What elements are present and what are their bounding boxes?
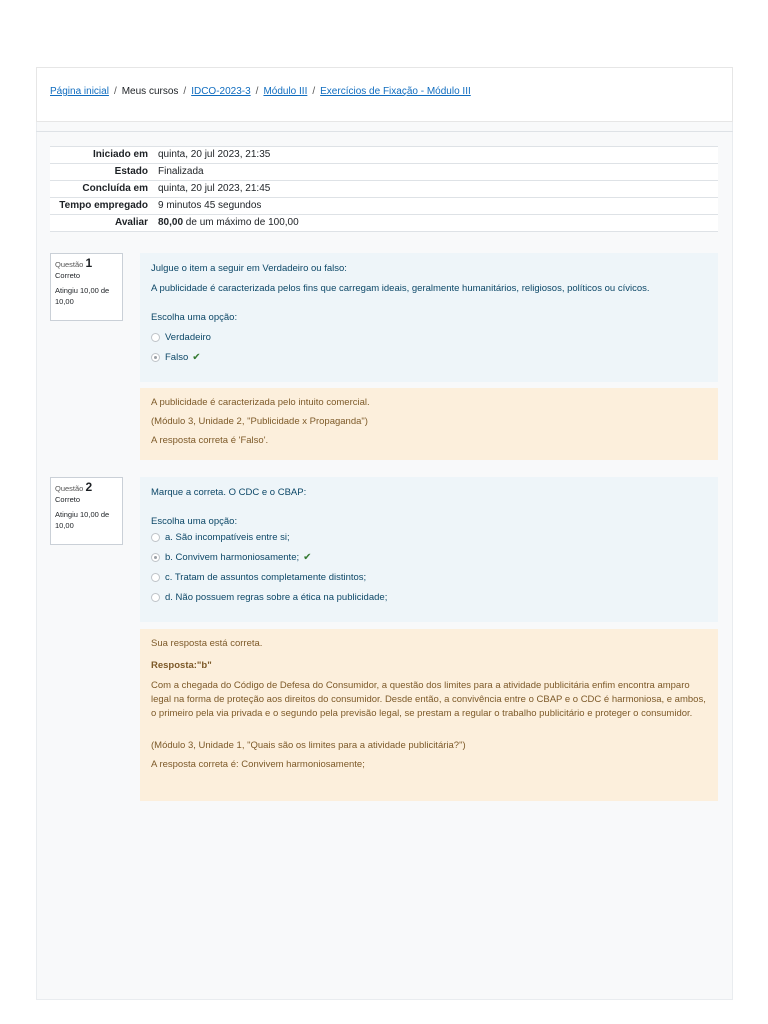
summary-label: Estado — [114, 166, 148, 177]
summary-label: Avaliar — [115, 217, 148, 228]
question-number-value: 2 — [85, 480, 93, 494]
option-label: Verdadeiro — [165, 332, 211, 343]
option-d[interactable] — [151, 591, 707, 604]
question-number — [55, 258, 118, 270]
option-label: c. Tratam de assuntos completamente distintos; — [165, 572, 367, 583]
summary-value: 9 minutos 45 segundos — [158, 200, 262, 211]
option-true[interactable] — [151, 331, 707, 344]
question-info-box — [50, 253, 123, 321]
question-prompt: Julgue o item a seguir em Verdadeiro ou falso: — [151, 263, 347, 274]
breadcrumb-separator: / — [312, 86, 316, 97]
question-label: Questão — [55, 260, 84, 269]
question-number-value: 1 — [85, 256, 93, 270]
question-label: Questão — [55, 484, 84, 493]
breadcrumb-separator: / — [255, 86, 259, 97]
divider — [36, 131, 733, 132]
breadcrumb-separator: / — [183, 86, 187, 97]
checkmark-icon: ✔ — [303, 552, 312, 563]
question-score: Atingiu 10,00 de 10,00 — [55, 286, 110, 306]
option-c[interactable] — [151, 571, 707, 584]
option-false[interactable] — [151, 351, 707, 364]
summary-value — [148, 215, 299, 231]
radio-button-selected[interactable] — [151, 353, 160, 362]
checkmark-icon: ✔ — [192, 352, 201, 363]
breadcrumb-separator: / — [113, 86, 117, 97]
option-label: b. Convivem harmoniosamente; — [165, 552, 300, 563]
radio-button[interactable] — [151, 533, 160, 542]
option-b[interactable] — [151, 551, 707, 564]
feedback-result: Sua resposta está correta. — [151, 638, 263, 649]
summary-value: quinta, 20 jul 2023, 21:45 — [158, 183, 271, 194]
question-formulation — [140, 253, 718, 382]
question-prompt: Marque a correta. O CDC e o CBAP: — [151, 487, 307, 498]
summary-row-grade — [50, 214, 718, 232]
feedback-explanation: Com a chegada do Código de Defesa do Consumidor, a questão dos limites para a atividade publicitária enfim encontra amparo legal na forma de proteção aos direitos do consumidor. Desde então, a convivência entre o CBAP e o CDC é harmoniosa, e ambos, o primeiro pela via privada e o segundo pela previsão legal, se prestam a regular o trabalho publicitário e proteger o consumidor. — [151, 680, 706, 719]
feedback-correct-answer: A resposta correta é: Convivem harmoniosamente; — [151, 759, 365, 770]
summary-label: Tempo empregado — [59, 200, 148, 211]
summary-row-started — [50, 146, 718, 163]
feedback-line: A publicidade é caracterizada pelo intuito comercial. — [151, 397, 370, 408]
attempt-summary-table — [50, 146, 718, 232]
question-status: Correto — [55, 495, 81, 504]
option-label: a. São incompatíveis entre si; — [165, 532, 290, 543]
choose-option-label: Escolha uma opção: — [151, 516, 238, 527]
radio-button-selected[interactable] — [151, 553, 160, 562]
choose-option-label: Escolha uma opção: — [151, 312, 238, 323]
summary-value: quinta, 20 jul 2023, 21:35 — [158, 149, 271, 160]
summary-label: Iniciado em — [92, 149, 148, 160]
question-score: Atingiu 10,00 de 10,00 — [55, 510, 110, 530]
summary-row-completed — [50, 180, 718, 197]
summary-label: Concluída em — [82, 183, 148, 194]
feedback-answer: Resposta:"b" — [151, 660, 212, 671]
breadcrumb — [50, 86, 471, 97]
radio-button[interactable] — [151, 573, 160, 582]
question-number — [55, 482, 118, 494]
summary-value: Finalizada — [158, 166, 204, 177]
radio-button[interactable] — [151, 333, 160, 342]
question-feedback — [140, 629, 718, 801]
breadcrumb-home-link[interactable]: Página inicial — [50, 86, 109, 97]
summary-row-state — [50, 163, 718, 180]
summary-row-time — [50, 197, 718, 214]
feedback-reference: (Módulo 3, Unidade 1, "Quais são os limites para a atividade publicitária?") — [151, 740, 466, 751]
question-status: Correto — [55, 271, 81, 280]
feedback-correct-answer: A resposta correta é 'Falso'. — [151, 435, 269, 446]
question-text: A publicidade é caracterizada pelos fins que carregam ideais, geralmente humanitários, religiosos, políticos ou cívicos. — [151, 283, 650, 294]
question-formulation — [140, 477, 718, 622]
option-label: d. Não possuem regras sobre a ética na publicidade; — [165, 592, 388, 603]
radio-button[interactable] — [151, 593, 160, 602]
feedback-reference: (Módulo 3, Unidade 2, "Publicidade x Propaganda") — [151, 416, 368, 427]
breadcrumb-exercise-link[interactable]: Exercícios de Fixação - Módulo III — [320, 86, 471, 97]
breadcrumb-module-link[interactable]: Módulo III — [263, 86, 308, 97]
breadcrumb-course-link[interactable]: IDCO-2023-3 — [191, 86, 251, 97]
option-a[interactable] — [151, 531, 707, 544]
option-label: Falso — [165, 352, 189, 363]
grade-score: 80,00 — [158, 217, 184, 228]
breadcrumb-my-courses: Meus cursos — [121, 86, 179, 97]
grade-suffix: de um máximo de 100,00 — [183, 217, 299, 228]
question-info-box — [50, 477, 123, 545]
question-feedback — [140, 388, 718, 460]
